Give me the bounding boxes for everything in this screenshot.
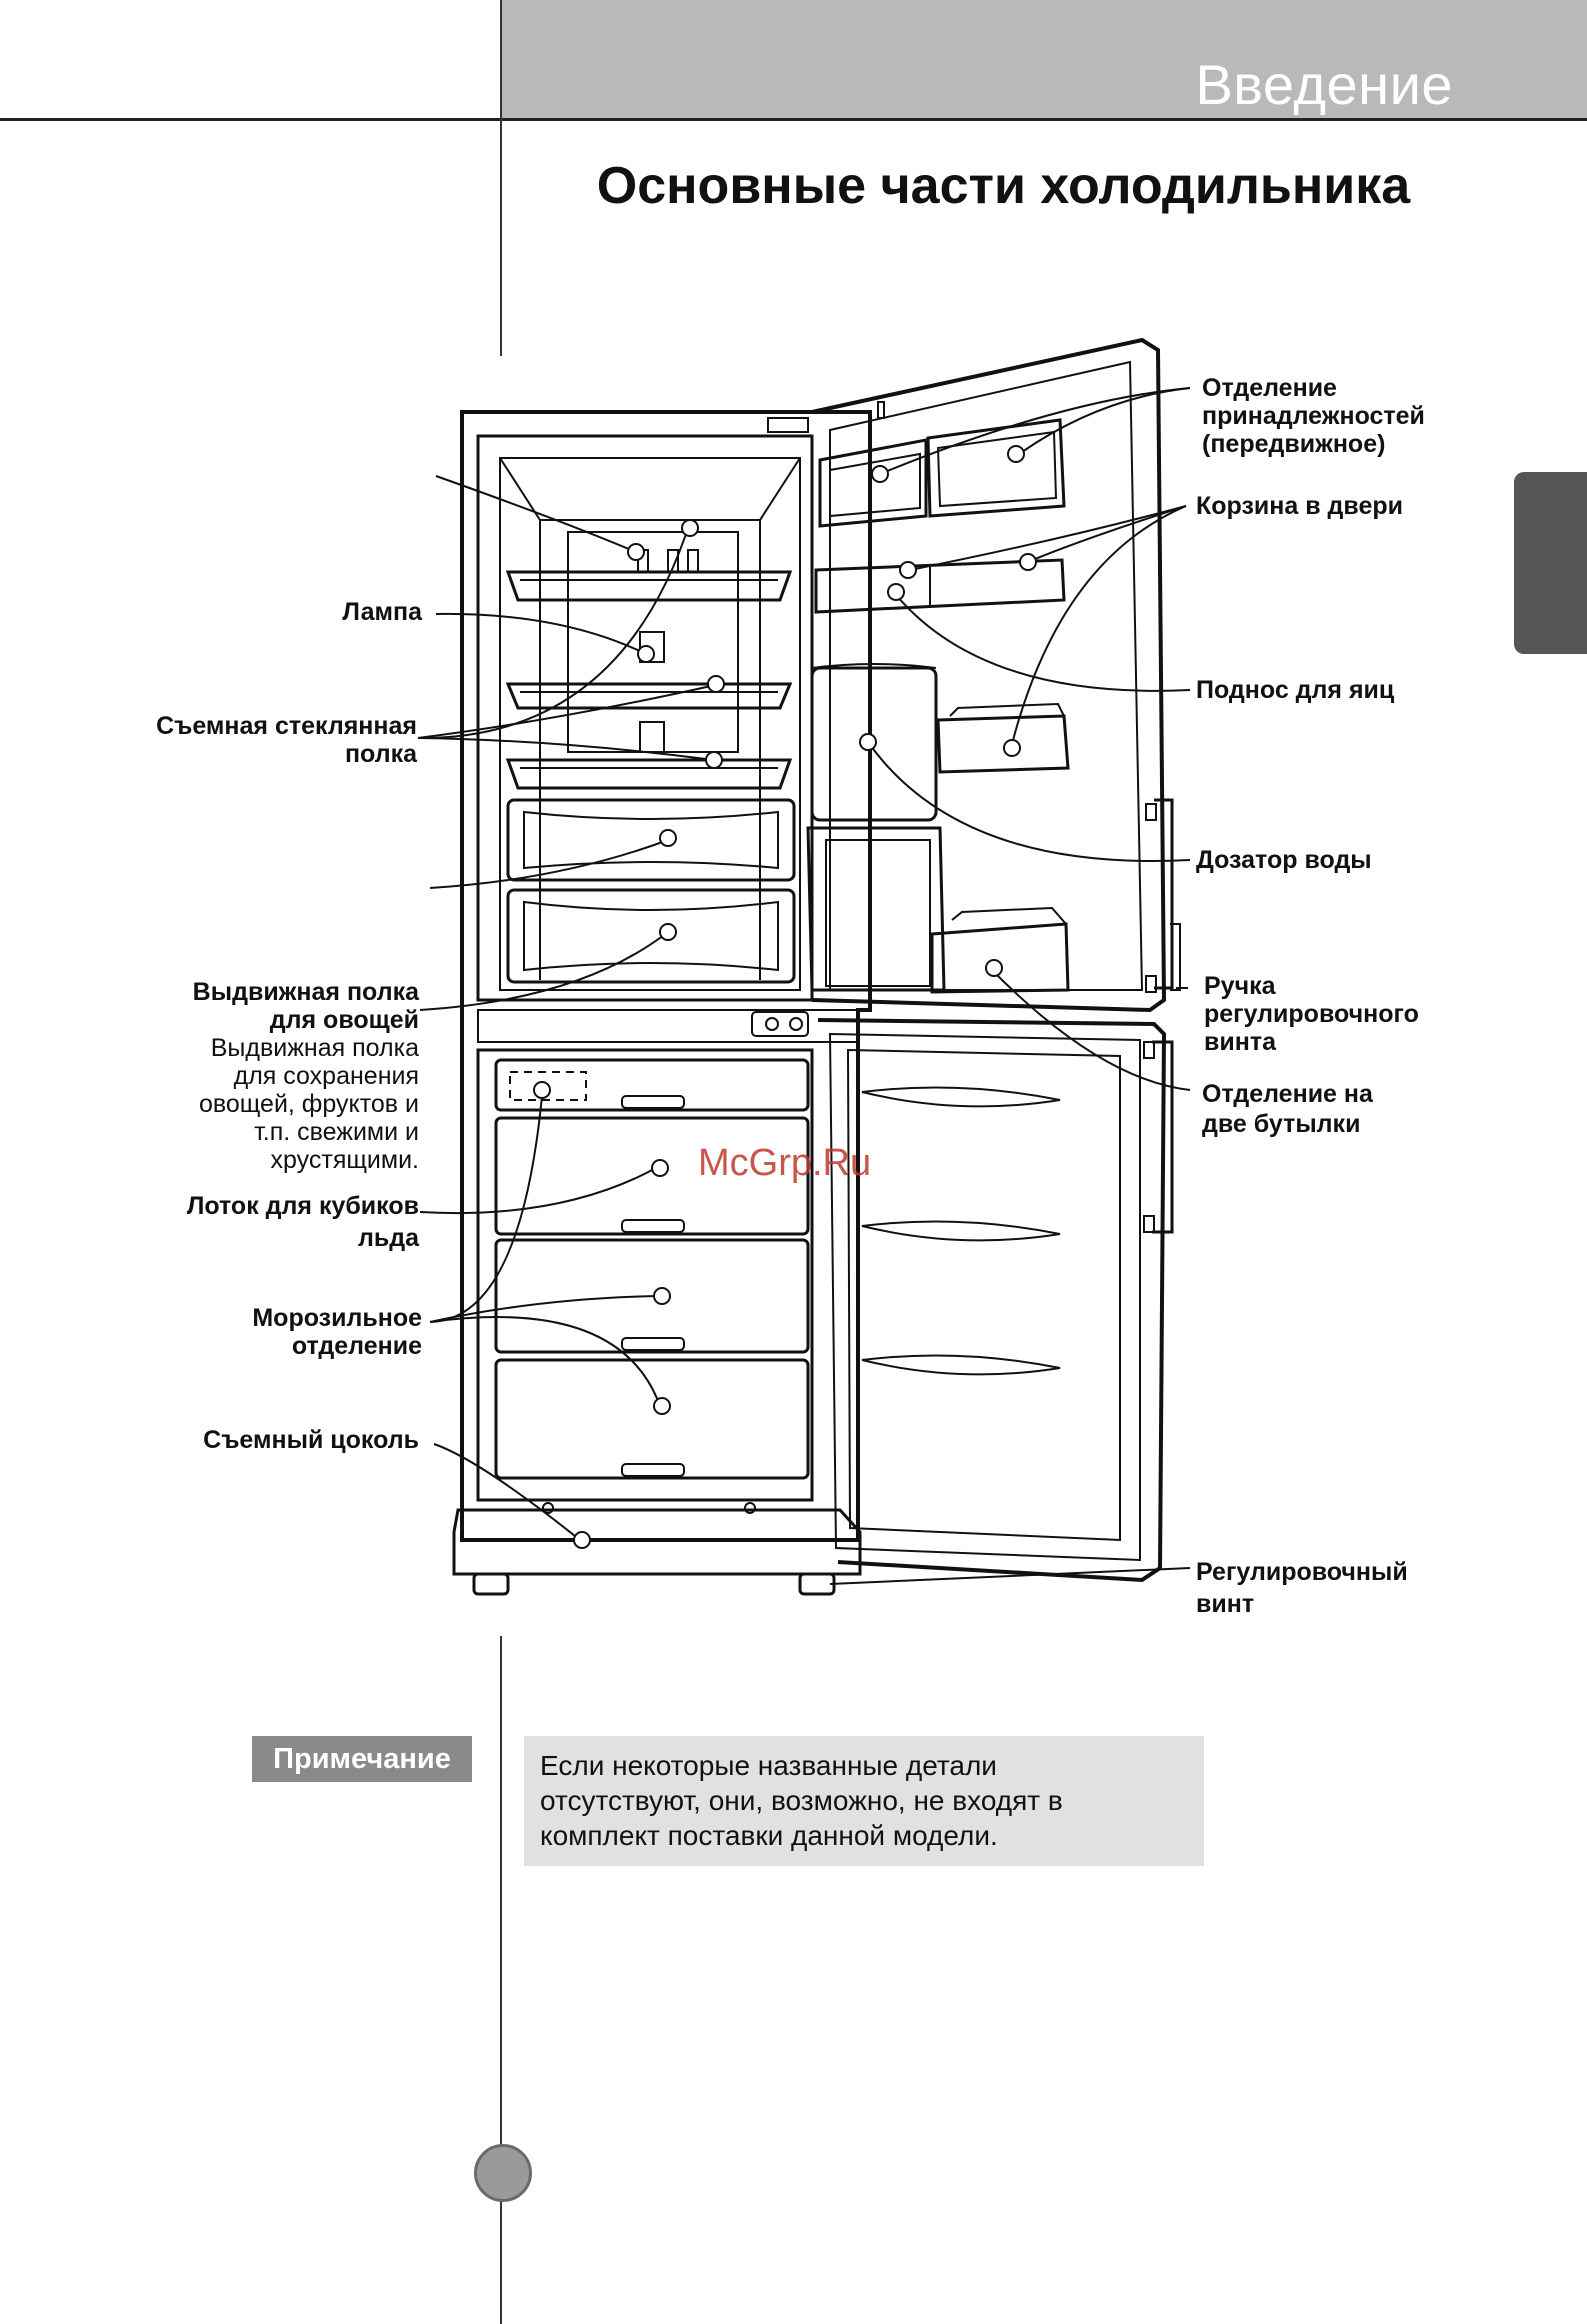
note-line-1: Если некоторые названные детали	[540, 1750, 997, 1781]
label-adj-screw-1: Регулировочный	[1196, 1558, 1408, 1586]
label-veg-desc-4: т.п. свежими и	[254, 1118, 419, 1146]
label-ice-tray-2: льда	[357, 1224, 419, 1252]
label-accessory-2: принадлежностей	[1202, 402, 1425, 430]
note-line-3: комплект поставки данной модели.	[540, 1820, 998, 1851]
watermark: McGrp.Ru	[698, 1142, 872, 1184]
label-veg-drawer-1: Выдвижная полка	[192, 978, 419, 1006]
page-marker	[474, 2144, 532, 2202]
label-veg-desc-1: Выдвижная полка	[210, 1034, 419, 1062]
section-title: Введение	[1195, 53, 1453, 116]
label-bottle-1: Отделение на	[1202, 1080, 1373, 1108]
label-freezer-1: Морозильное	[252, 1304, 422, 1332]
label-glass-shelf-1: Съемная стеклянная	[156, 712, 417, 740]
label-base-cover: Съемный цоколь	[203, 1426, 419, 1454]
label-adj-screw-2: винт	[1196, 1590, 1255, 1618]
label-screw-handle-1: Ручка	[1204, 972, 1276, 1000]
label-water-dispenser: Дозатор воды	[1196, 846, 1372, 874]
label-accessory-3: (передвижное)	[1202, 430, 1386, 458]
label-screw-handle-3: винта	[1204, 1028, 1276, 1056]
label-veg-desc-5: хрустящими.	[270, 1146, 419, 1174]
label-ice-tray-1: Лоток для кубиков	[186, 1192, 419, 1220]
label-glass-shelf-2: полка	[344, 740, 417, 768]
label-accessory-1: Отделение	[1202, 374, 1337, 402]
note-box	[524, 1736, 1204, 1866]
label-door-basket: Корзина в двери	[1196, 492, 1403, 520]
label-veg-desc-3: овощей, фруктов и	[198, 1090, 419, 1118]
label-veg-desc-2: для сохранения	[233, 1062, 419, 1090]
page-title: Основные части холодильника	[596, 157, 1411, 215]
note-badge: Примечание	[252, 1736, 472, 1782]
note-line-2: отсутствуют, они, возможно, не входят в	[540, 1785, 1063, 1816]
label-bottle-2: две бутылки	[1202, 1110, 1361, 1138]
label-lamp: Лампа	[342, 598, 422, 626]
label-egg-tray: Поднос для яиц	[1196, 676, 1395, 704]
label-freezer-2: отделение	[291, 1332, 422, 1360]
label-veg-drawer-2: для овощей	[269, 1006, 419, 1034]
label-screw-handle-2: регулировочного	[1204, 1000, 1419, 1028]
